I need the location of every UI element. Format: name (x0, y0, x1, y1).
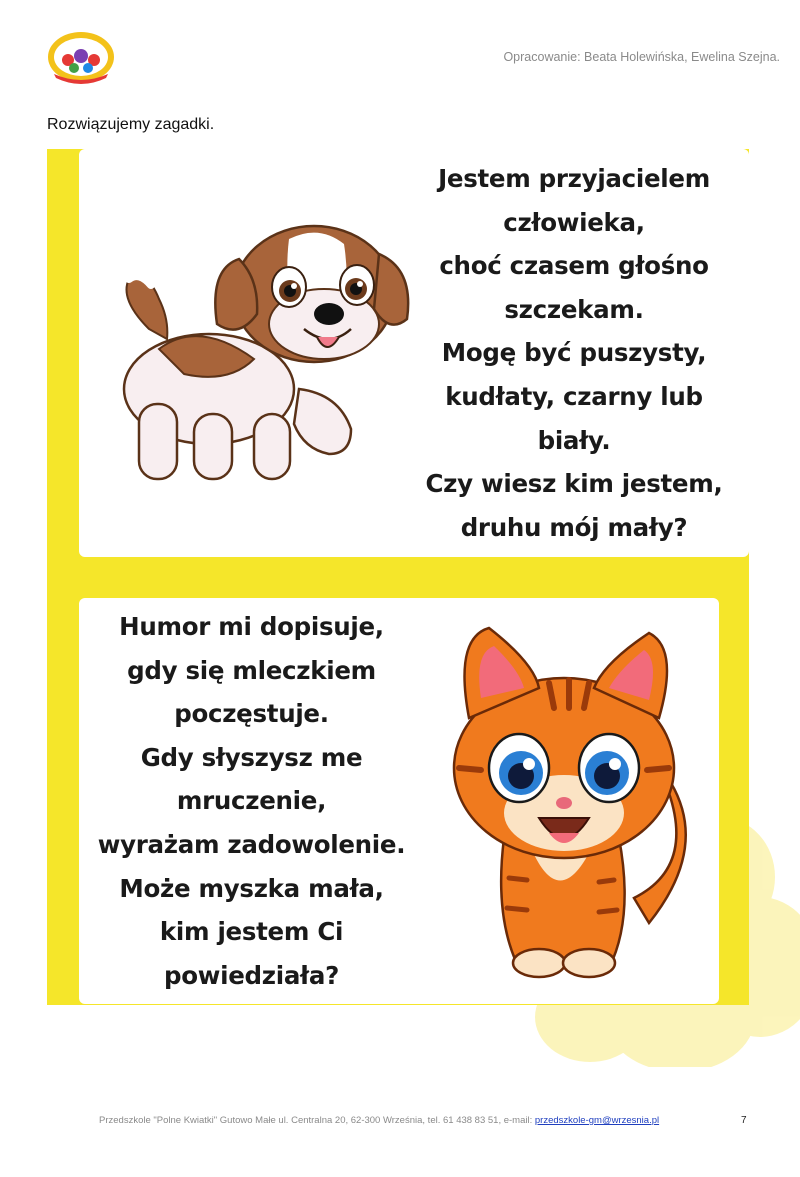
riddle-line: mruczenie, (176, 786, 327, 816)
riddle-line: choć czasem głośno (439, 251, 709, 281)
riddle-line: powiedziała? (164, 960, 339, 990)
page-number: 7 (741, 1115, 747, 1126)
riddle-line: szczekam. (504, 294, 644, 324)
riddle-text-cat (79, 605, 424, 997)
riddle-line: Może myszka mała, (119, 873, 384, 903)
author-credit: Opracowanie: Beata Holewińska, Ewelina Szejna. (503, 50, 780, 64)
riddle-line: gdy się mleczkiem (127, 655, 376, 685)
riddle-card-dog (79, 149, 749, 557)
riddle-line: Humor mi dopisuje, (119, 612, 384, 641)
riddle-line: kudłaty, czarny lub (445, 381, 703, 411)
riddle-card-cat (79, 598, 719, 1004)
cat-illustration-icon (409, 618, 709, 988)
riddle-board (47, 149, 749, 1005)
riddle-line: człowieka, (503, 207, 645, 237)
riddle-line: Mogę być puszysty, (441, 338, 707, 368)
riddle-text-dog (404, 157, 744, 549)
riddle-line: Gdy słyszysz me (140, 742, 363, 772)
page-heading: Rozwiązujemy zagadki. (47, 116, 215, 133)
riddle-line: kim jestem Ci (159, 917, 344, 947)
riddle-line: wyrażam zadowolenie. (97, 829, 406, 859)
riddle-line: druhu mój mały? (460, 512, 688, 542)
kindergarten-logo-icon (46, 30, 116, 84)
footer-email-link[interactable]: przedszkole-gm@wrzesnia.pl (534, 1115, 660, 1126)
riddle-line: Jestem przyjacielem (438, 164, 710, 193)
footer-address (99, 1115, 659, 1126)
riddle-line: poczęstuje. (174, 699, 329, 729)
riddle-line: biały. (537, 425, 611, 455)
riddle-line: Czy wiesz kim jestem, (425, 469, 723, 499)
dog-illustration-icon (89, 199, 429, 499)
footer-address-text: Przedszkole "Polne Kwiatki" Gutowo Małe ul. Centralna 20, 62-300 Września, tel. 61 438 83 51, e-mail: (99, 1115, 535, 1126)
